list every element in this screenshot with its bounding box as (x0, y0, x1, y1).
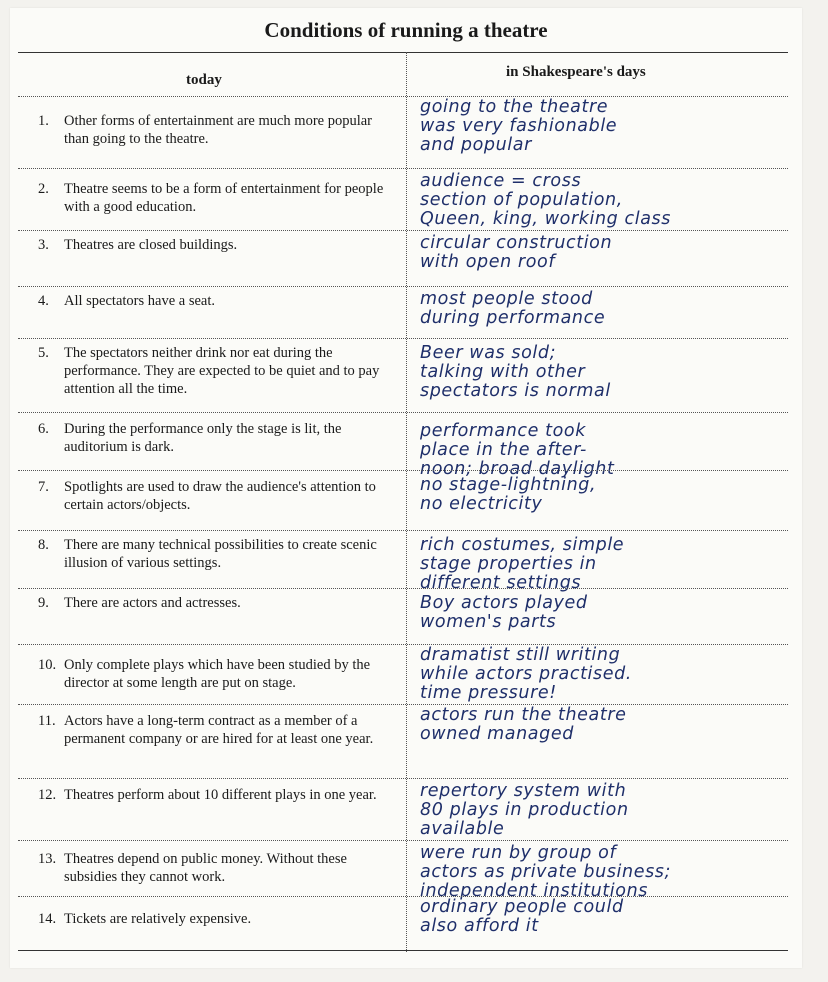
column-divider (406, 52, 407, 952)
row-number: 7. (38, 479, 49, 495)
handwritten-line: circular construction (420, 233, 613, 253)
handwritten-answer (420, 594, 796, 632)
row-separator (18, 530, 788, 531)
handwritten-line: repertory system with (420, 781, 627, 801)
handwritten-line: different settings (420, 573, 582, 593)
handwritten-line: Boy actors played (420, 593, 588, 613)
today-cell (38, 292, 400, 310)
row-number: 12. (38, 787, 57, 803)
row-number: 1. (38, 113, 49, 129)
today-cell (38, 536, 400, 572)
row-separator (18, 96, 788, 97)
row-separator (18, 412, 788, 413)
row-number: 10. (38, 657, 57, 673)
today-text: Theatre seems to be a form of entertainment for people with a good education. (64, 181, 384, 215)
handwritten-answer (420, 844, 796, 901)
today-cell (38, 478, 400, 514)
today-cell (38, 712, 400, 748)
handwritten-answer (420, 536, 796, 593)
handwritten-line: performance took (420, 421, 586, 441)
today-text: Theatres are closed buildings. (64, 237, 238, 253)
row-number: 3. (38, 237, 49, 253)
today-text: Theatres perform about 10 different plays in one year. (64, 787, 377, 803)
today-text: Only complete plays which have been studied by the director at some length are put on stage. (64, 657, 371, 691)
today-cell (38, 786, 400, 804)
row-number: 5. (38, 345, 49, 361)
handwritten-line: was very fashionable (420, 116, 618, 136)
handwritten-line: spectators is normal (420, 381, 611, 401)
handwritten-line: available (420, 819, 505, 839)
today-cell (38, 180, 400, 216)
handwritten-answer (420, 782, 796, 839)
row-separator (18, 168, 788, 169)
row-number: 14. (38, 911, 57, 927)
row-separator (18, 470, 788, 471)
today-cell (38, 236, 400, 254)
today-text: There are many technical possibilities to create scenic illusion of various settings. (64, 537, 377, 571)
today-cell (38, 344, 400, 398)
column-header-shakespeare: in Shakespeare's days (506, 64, 646, 80)
handwritten-line: owned managed (420, 724, 574, 744)
handwritten-answer (420, 234, 796, 272)
today-text: Tickets are relatively expensive. (64, 911, 252, 927)
row-separator (18, 588, 788, 589)
row-separator (18, 338, 788, 339)
row-separator (18, 704, 788, 705)
handwritten-line: Queen, king, working class (420, 209, 671, 229)
today-text: Theatres depend on public money. Without these subsidies they cannot work. (64, 851, 347, 885)
handwritten-line: independent institutions (420, 881, 648, 901)
handwritten-answer (420, 290, 796, 328)
handwritten-line: while actors practised. (420, 664, 632, 684)
today-text: The spectators neither drink nor eat during the performance. They are expected to be quiet and to pay attention all the time. (64, 345, 380, 397)
today-cell (38, 594, 400, 612)
row-separator (18, 644, 788, 645)
handwritten-line: time pressure! (420, 683, 557, 703)
row-number: 6. (38, 421, 49, 437)
handwritten-line: Beer was sold; (420, 343, 557, 363)
handwritten-line: actors run the theatre (420, 705, 627, 725)
today-text: Spotlights are used to draw the audience's attention to certain actors/objects. (64, 479, 376, 513)
handwritten-line: during performance (420, 308, 606, 328)
row-separator (18, 778, 788, 779)
handwritten-line: also afford it (420, 916, 539, 936)
handwritten-answer (420, 706, 796, 744)
today-text: Other forms of entertainment are much more popular than going to the theatre. (64, 113, 373, 147)
handwritten-line: were run by group of (420, 843, 617, 863)
today-text: All spectators have a seat. (64, 293, 215, 309)
table-bottom-rule (18, 950, 788, 951)
today-cell (38, 910, 400, 928)
row-number: 2. (38, 181, 49, 197)
handwritten-answer (420, 172, 796, 229)
today-cell (38, 850, 400, 886)
handwritten-line: rich costumes, simple (420, 535, 625, 555)
handwritten-answer (420, 898, 796, 936)
handwritten-line: ordinary people could (420, 897, 624, 917)
handwritten-line: section of population, (420, 190, 623, 210)
today-text: Actors have a long-term contract as a member of a permanent company or are hired for at least one year. (64, 713, 374, 747)
handwritten-line: talking with other (420, 362, 586, 382)
row-separator (18, 896, 788, 897)
handwritten-line: women's parts (420, 612, 557, 632)
handwritten-answer (420, 98, 796, 155)
row-number: 9. (38, 595, 49, 611)
row-separator (18, 286, 788, 287)
handwritten-line: most people stood (420, 289, 593, 309)
worksheet (10, 8, 802, 968)
handwritten-answer (420, 344, 796, 401)
handwritten-line: and popular (420, 135, 532, 155)
today-cell (38, 656, 400, 692)
handwritten-answer (420, 476, 796, 514)
row-number: 4. (38, 293, 49, 309)
handwritten-line: place in the after- (420, 440, 587, 460)
today-text: There are actors and actresses. (64, 595, 241, 611)
handwritten-answer (420, 646, 796, 703)
handwritten-line: audience = cross (420, 171, 582, 191)
row-number: 13. (38, 851, 57, 867)
title-underline (18, 52, 788, 53)
row-number: 11. (38, 713, 56, 729)
handwritten-line: 80 plays in production (420, 800, 629, 820)
handwritten-line: noon; broad daylight (420, 459, 615, 479)
handwritten-line: going to the theatre (420, 97, 609, 117)
handwritten-line: stage properties in (420, 554, 597, 574)
row-separator (18, 840, 788, 841)
today-cell (38, 420, 400, 456)
row-separator (18, 230, 788, 231)
row-number: 8. (38, 537, 49, 553)
handwritten-line: actors as private business; (420, 862, 671, 882)
handwritten-line: no electricity (420, 494, 543, 514)
today-text: During the performance only the stage is lit, the auditorium is dark. (64, 421, 342, 455)
handwritten-line: dramatist still writing (420, 645, 621, 665)
column-header-today: today (186, 72, 222, 88)
today-cell (38, 112, 400, 148)
handwritten-line: no stage-lightning, (420, 475, 597, 495)
page-title: Conditions of running a theatre (264, 18, 548, 42)
handwritten-line: with open roof (420, 252, 556, 272)
